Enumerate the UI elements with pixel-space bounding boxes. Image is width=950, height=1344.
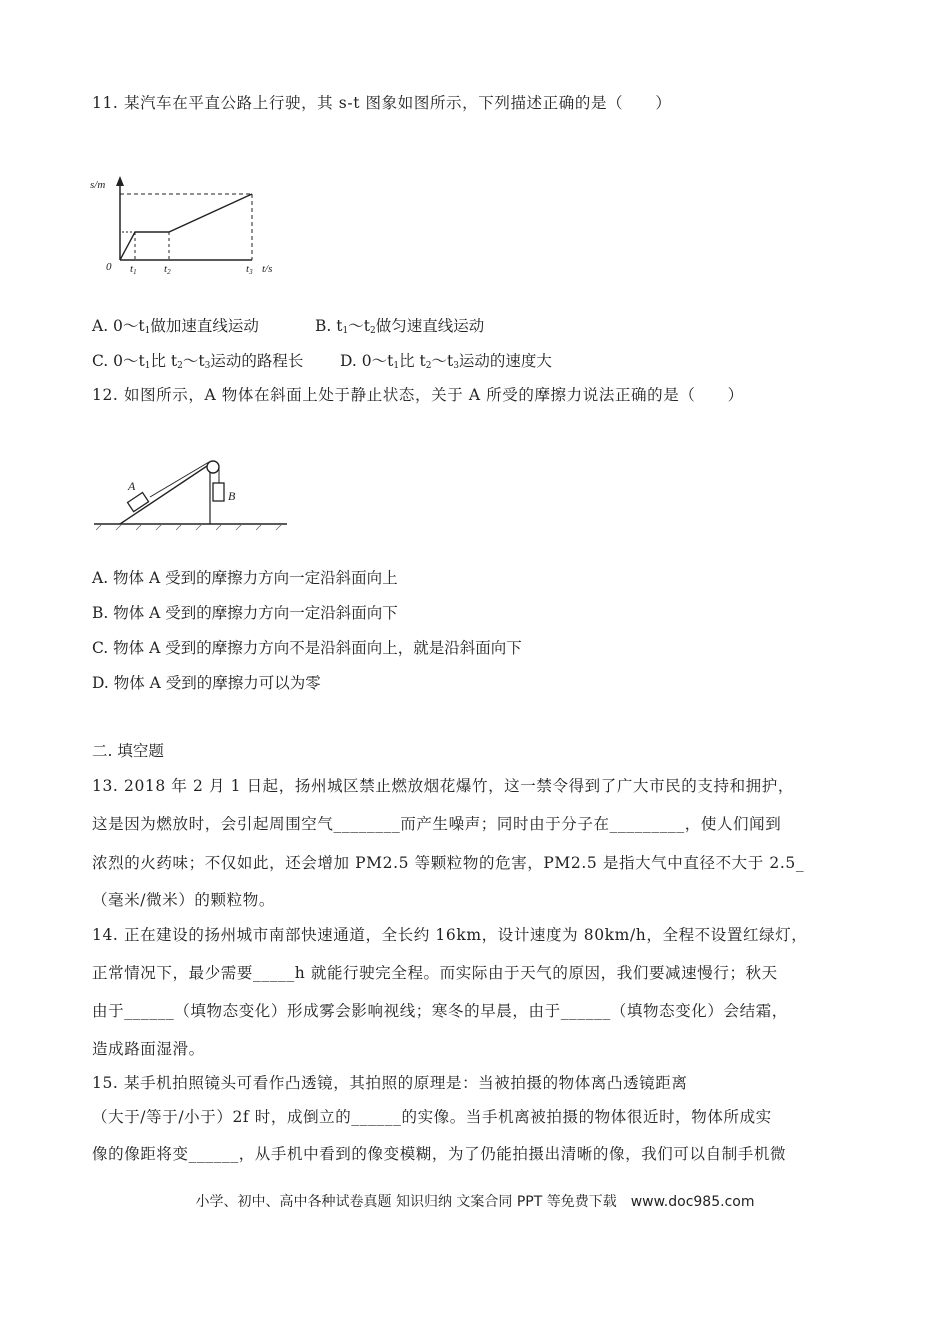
q11-option-a: A. $0\sim t_1$做加速直线运动 — [92, 317, 259, 336]
st-graph — [90, 172, 290, 274]
q13-line-1: 13. 2018 年 2 月 1 日起，扬州城区禁止燃放烟花爆竹，这一禁令得到了广大市民的支持和拥护， — [92, 777, 794, 795]
q13-line-3: 浓烈的火药味；不仅如此，还会增加 PM2.5 等颗粒物的危害，PM2.5 是指大气中直径不大于 2.5_ — [92, 854, 805, 872]
q13-line-4: （毫米/微米）的颗粒物。 — [92, 891, 275, 909]
q12-option-d: D. 物体 A 受到的摩擦力可以为零 — [92, 674, 321, 692]
t3-label: t3 — [246, 263, 253, 274]
label-a: A — [128, 479, 136, 493]
q14-line-4: 造成路面湿滑。 — [92, 1040, 205, 1058]
q14-line-3: 由于______（填物态变化）形成雾会影响视线；寒冬的早晨，由于______（填物态变化）会结霜， — [92, 1002, 788, 1020]
origin-label: 0 — [106, 261, 112, 273]
q13-line-2: 这是因为燃放时，会引起周围空气________而产生噪声；同时由于分子在_________，使人们闻到 — [92, 815, 782, 833]
q12-option-b: B. 物体 A 受到的摩擦力方向一定沿斜面向下 — [92, 604, 398, 622]
incline-figure — [92, 450, 292, 532]
q14-line-2: 正常情况下，最少需要_____h 就能行驶完全程。而实际由于天气的原因，我们要减速慢行；秋天 — [92, 964, 778, 982]
q15-line-3: 像的像距将变______，从手机中看到的像变模糊，为了仍能拍摄出清晰的像，我们可以自制手机微 — [92, 1145, 787, 1163]
q15-line-2: （大于/等于/小于）2f 时，成倒立的______的实像。当手机离被拍摄的物体很近时，物体所成实 — [92, 1108, 772, 1126]
t2-label: t2 — [164, 263, 171, 274]
q11-option-d: D. $0\sim t_1$比 $t_2\sim t_3$运动的速度大 — [340, 352, 552, 371]
q12-option-a: A. 物体 A 受到的摩擦力方向一定沿斜面向上 — [92, 569, 398, 587]
x-axis-label: t/s — [262, 263, 273, 274]
q11-option-b: B. $t_1\sim t_2$做匀速直线运动 — [315, 317, 485, 336]
label-b: B — [228, 489, 236, 503]
t1-label: t1 — [130, 263, 137, 274]
q12-option-c: C. 物体 A 受到的摩擦力方向不是沿斜面向上，就是沿斜面向下 — [92, 639, 522, 657]
q15-line-1: 15. 某手机拍照镜头可看作凸透镜，其拍照的原理是：当被拍摄的物体离凸透镜距离 — [92, 1074, 688, 1092]
page-footer: 小学、初中、高中各种试卷真题 知识归纳 文案合同 PPT 等免费下载 www.doc985.com — [195, 1194, 755, 1210]
q11-stem: 11. 某汽车在平直公路上行驶，其 s-t 图象如图所示，下列描述正确的是（ ） — [92, 94, 672, 112]
q14-line-1: 14. 正在建设的扬州城市南部快速通道，全长约 16km，设计速度为 80km/h，全程不设置红绿灯， — [92, 926, 808, 944]
q12-stem: 12. 如图所示，A 物体在斜面上处于静止状态，关于 A 所受的摩擦力说法正确的是（ ） — [92, 386, 744, 404]
y-axis-label: s/m — [90, 179, 106, 191]
section-heading: 二. 填空题 — [92, 742, 164, 760]
q11-option-c: C. $0\sim t_1$比 $t_2\sim t_3$运动的路程长 — [92, 352, 304, 371]
